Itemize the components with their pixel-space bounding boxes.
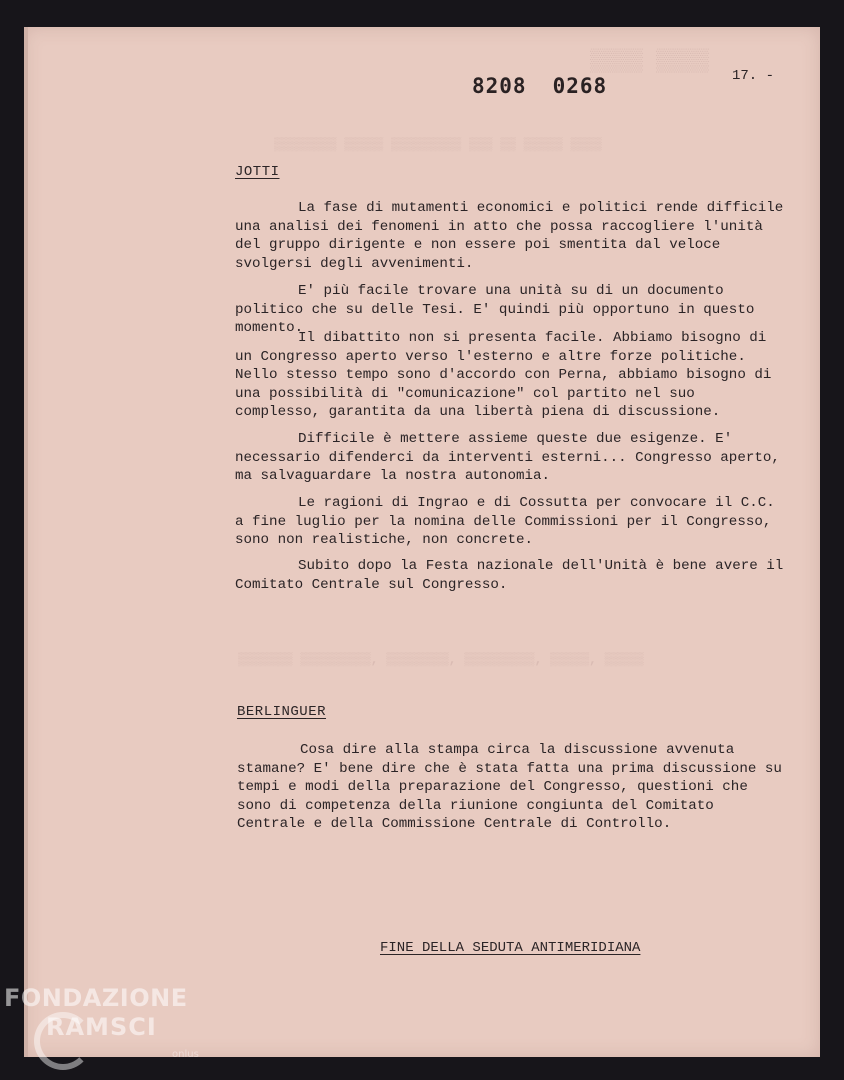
show-through-number: ▒▒▒▒ ▒▒▒▒	[590, 49, 709, 74]
watermark-line2: RAMSCI	[46, 1013, 157, 1041]
show-through-text: ▒▒▒▒▒▒▒ ▒▒▒▒▒▒▒▒▒, ▒▒▒▒▒▒▒▒, ▒▒▒▒▒▒▒▒▒, ▒▒▒▒▒, ▒▒▒▒▒	[238, 652, 644, 667]
paragraph: Cosa dire alla stampa circa la discussione avvenuta stamane? E' bene dire che è stata fatta una prima discussione su tempi e modi della preparazione del Congresso, questioni che sono di competenza della riunione congiunta del Comitato Centrale e della Commissione Centrale di Controllo.	[237, 742, 782, 833]
watermark-onlus: onlus	[172, 1049, 199, 1060]
speaker-jotti: JOTTI	[235, 164, 280, 180]
speaker-berlinguer: BERLINGUER	[237, 704, 327, 720]
paragraph: Subito dopo la Festa nazionale dell'Unità è bene avere il Comitato Centrale sul Congresso.	[235, 558, 784, 593]
watermark-g-logo-icon	[34, 1012, 92, 1070]
fondazione-gramsci-watermark	[4, 984, 199, 1060]
closing-line: FINE DELLA SEDUTA ANTIMERIDIANA	[380, 940, 641, 956]
watermark-line1: FONDAZIONE	[4, 984, 188, 1012]
paragraph: E' più facile trovare una unità su di un documento politico che su delle Tesi. E' quindi più opportuno in questo momento.	[235, 283, 755, 337]
document-page	[24, 27, 820, 1057]
paragraph: Il dibattito non si presenta facile. Abbiamo bisogno di un Congresso aperto verso l'esterno e altre forze politiche. Nello stesso tempo sono d'accordo con Perna, abbiamo bisogno di una possibilità di "comunicazione" col partito nel suo complesso, garantita da una libertà piena di discussione.	[235, 330, 772, 421]
page-number: 17. -	[732, 68, 775, 84]
paragraph: Le ragioni di Ingrao e di Cossutta per convocare il C.C. a fine luglio per la nomina delle Commissioni per il Congresso, sono non realistiche, non concrete.	[235, 495, 775, 549]
archive-number-1: 8208	[472, 74, 527, 98]
paragraph: Difficile è mettere assieme queste due esigenze. E' necessario difenderci da interventi esterni... Congresso aperto, ma salvaguardare la nostra autonomia.	[235, 431, 780, 485]
paragraph: La fase di mutamenti economici e politici rende difficile una analisi dei fenomeni in atto che possa raccogliere l'unità del gruppo dirigente e non essere poi smentita dal veloce svolgersi degli avvenimenti.	[235, 200, 784, 272]
archive-stamp	[472, 74, 607, 98]
archive-number-2: 0268	[552, 74, 608, 98]
page-binding-edge	[24, 27, 28, 1057]
show-through-heading: ▒▒▒▒▒▒▒▒ ▒▒▒▒▒ ▒▒▒▒▒▒▒▒▒ ▒▒▒ ▒▒ ▒▒▒▒▒ ▒▒▒▒	[274, 137, 602, 152]
